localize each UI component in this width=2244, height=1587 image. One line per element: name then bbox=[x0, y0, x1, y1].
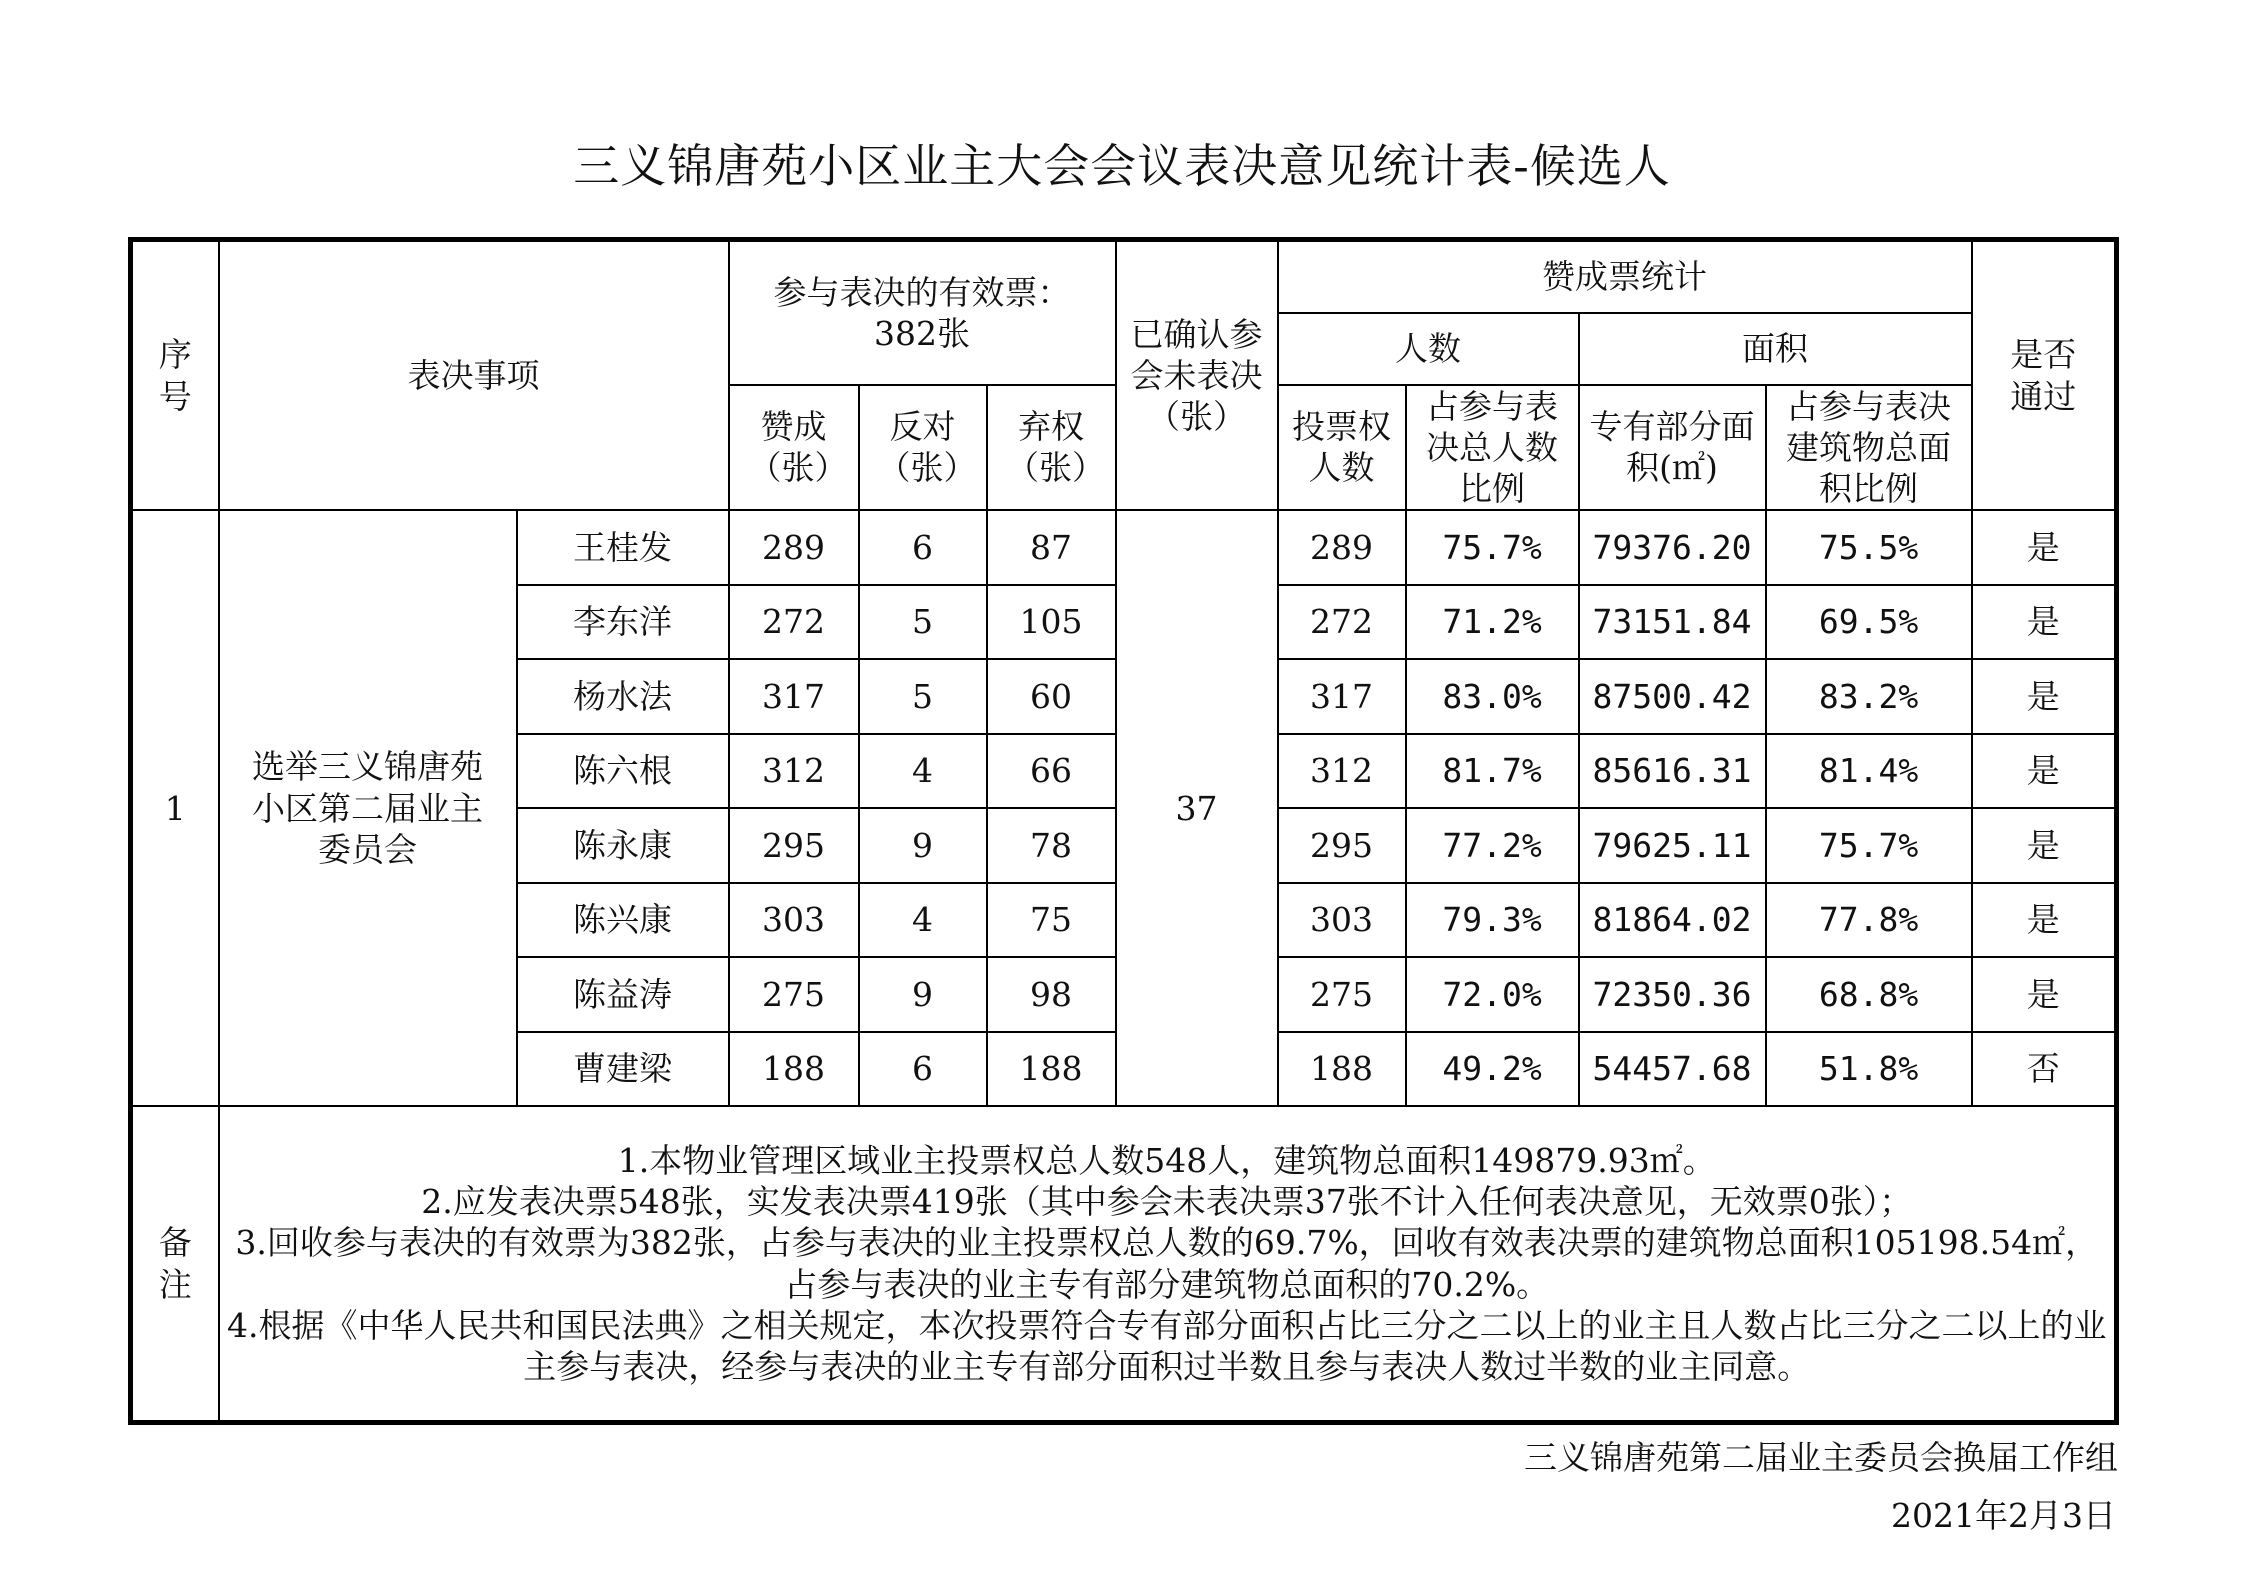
candidate-name: 曹建梁 bbox=[517, 1032, 729, 1107]
header-vote-right-people: 投票权人数 bbox=[1278, 385, 1406, 511]
passed-status: 否 bbox=[1972, 1032, 2117, 1107]
vote-right-people: 289 bbox=[1278, 510, 1406, 585]
area-ratio: 77.8% bbox=[1766, 883, 1972, 958]
approve-count: 295 bbox=[729, 808, 859, 883]
oppose-count: 5 bbox=[859, 585, 987, 660]
people-ratio: 77.2% bbox=[1406, 808, 1579, 883]
header-abstain: 弃权（张） bbox=[987, 385, 1116, 511]
vote-right-people: 272 bbox=[1278, 585, 1406, 660]
oppose-count: 9 bbox=[859, 808, 987, 883]
area-ratio: 75.5% bbox=[1766, 510, 1972, 585]
oppose-count: 4 bbox=[859, 734, 987, 809]
passed-status: 是 bbox=[1972, 883, 2117, 958]
candidate-name: 王桂发 bbox=[517, 510, 729, 585]
header-matter: 表决事项 bbox=[219, 240, 729, 511]
oppose-count: 4 bbox=[859, 883, 987, 958]
item-matter: 选举三义锦唐苑小区第二届业主委员会 bbox=[219, 510, 517, 1106]
people-ratio: 71.2% bbox=[1406, 585, 1579, 660]
approve-count: 317 bbox=[729, 659, 859, 734]
oppose-count: 9 bbox=[859, 957, 987, 1032]
passed-status: 是 bbox=[1972, 957, 2117, 1032]
abstain-count: 87 bbox=[987, 510, 1116, 585]
header-passed: 是否通过 bbox=[1972, 240, 2117, 511]
confirmed-not-voted-count: 37 bbox=[1116, 510, 1278, 1106]
approve-count: 289 bbox=[729, 510, 859, 585]
item-seq: 1 bbox=[131, 510, 219, 1106]
vote-right-people: 295 bbox=[1278, 808, 1406, 883]
candidate-name: 陈六根 bbox=[517, 734, 729, 809]
candidate-name: 陈永康 bbox=[517, 808, 729, 883]
approve-count: 303 bbox=[729, 883, 859, 958]
candidate-name: 陈益涛 bbox=[517, 957, 729, 1032]
passed-status: 是 bbox=[1972, 808, 2117, 883]
footer-date: 2021年2月3日 bbox=[1891, 1496, 2116, 1535]
notes-content bbox=[219, 1106, 2117, 1422]
header-approve-stats: 赞成票统计 bbox=[1278, 240, 1972, 313]
area-ratio: 68.8% bbox=[1766, 957, 1972, 1032]
people-ratio: 75.7% bbox=[1406, 510, 1579, 585]
area-ratio: 81.4% bbox=[1766, 734, 1972, 809]
area-ratio: 51.8% bbox=[1766, 1032, 1972, 1107]
vote-right-people: 275 bbox=[1278, 957, 1406, 1032]
notes-label: 备注 bbox=[131, 1106, 219, 1422]
exclusive-area: 73151.84 bbox=[1579, 585, 1766, 660]
approve-count: 272 bbox=[729, 585, 859, 660]
vote-statistics-table bbox=[128, 237, 2119, 1425]
passed-status: 是 bbox=[1972, 585, 2117, 660]
note-line: 2.应发表决票548张，实发表决票419张（其中参会未表决票37张不计入任何表决意见，无效票0张）； bbox=[421, 1182, 1913, 1221]
exclusive-area: 87500.42 bbox=[1579, 659, 1766, 734]
abstain-count: 75 bbox=[987, 883, 1116, 958]
header-area: 面积 bbox=[1579, 313, 1972, 385]
header-exclusive-area: 专有部分面积(㎡) bbox=[1579, 385, 1766, 511]
table-row bbox=[131, 510, 2117, 585]
exclusive-area: 79376.20 bbox=[1579, 510, 1766, 585]
approve-count: 188 bbox=[729, 1032, 859, 1107]
people-ratio: 83.0% bbox=[1406, 659, 1579, 734]
approve-count: 275 bbox=[729, 957, 859, 1032]
note-line: 1.本物业管理区域业主投票权总人数548人，建筑物总面积149879.93㎡。 bbox=[617, 1140, 1716, 1180]
note-line: 3.回收参与表决的有效票为382张，占参与表决的业主投票权总人数的69.7%，回收有效表决票的建筑物总面积105198.54㎡，占参与表决的业主专有部分建筑物总面积的70.2%。 bbox=[235, 1223, 2099, 1304]
vote-right-people: 312 bbox=[1278, 734, 1406, 809]
oppose-count: 6 bbox=[859, 1032, 987, 1107]
area-ratio: 69.5% bbox=[1766, 585, 1972, 660]
vote-right-people: 188 bbox=[1278, 1032, 1406, 1107]
abstain-count: 105 bbox=[987, 585, 1116, 660]
header-area-ratio: 占参与表决建筑物总面积比例 bbox=[1766, 385, 1972, 511]
oppose-count: 5 bbox=[859, 659, 987, 734]
approve-count: 312 bbox=[729, 734, 859, 809]
candidate-name: 杨水法 bbox=[517, 659, 729, 734]
header-seq: 序号 bbox=[131, 240, 219, 511]
people-ratio: 72.0% bbox=[1406, 957, 1579, 1032]
passed-status: 是 bbox=[1972, 510, 2117, 585]
area-ratio: 83.2% bbox=[1766, 659, 1972, 734]
people-ratio: 79.3% bbox=[1406, 883, 1579, 958]
passed-status: 是 bbox=[1972, 659, 2117, 734]
exclusive-area: 81864.02 bbox=[1579, 883, 1766, 958]
exclusive-area: 79625.11 bbox=[1579, 808, 1766, 883]
abstain-count: 60 bbox=[987, 659, 1116, 734]
area-ratio: 75.7% bbox=[1766, 808, 1972, 883]
vote-right-people: 317 bbox=[1278, 659, 1406, 734]
exclusive-area: 85616.31 bbox=[1579, 734, 1766, 809]
abstain-count: 188 bbox=[987, 1032, 1116, 1107]
people-ratio: 81.7% bbox=[1406, 734, 1579, 809]
footer-organization: 三义锦唐苑第二届业主委员会换届工作组 bbox=[1524, 1438, 2118, 1477]
oppose-count: 6 bbox=[859, 510, 987, 585]
page-title: 三义锦唐苑小区业主大会会议表决意见统计表-候选人 bbox=[573, 139, 1671, 193]
header-oppose: 反对（张） bbox=[859, 385, 987, 511]
header-people-ratio: 占参与表决总人数比例 bbox=[1406, 385, 1579, 511]
header-approve: 赞成（张） bbox=[729, 385, 859, 511]
abstain-count: 98 bbox=[987, 957, 1116, 1032]
exclusive-area: 54457.68 bbox=[1579, 1032, 1766, 1107]
abstain-count: 66 bbox=[987, 734, 1116, 809]
header-people: 人数 bbox=[1278, 313, 1579, 385]
note-line: 4.根据《中华人民共和国民法典》之相关规定，本次投票符合专有部分面积占比三分之二以上的业主且人数占比三分之二以上的业主参与表决，经参与表决的业主专有部分面积过半数且参与表决人数过半数的业主同意。 bbox=[227, 1305, 2107, 1386]
people-ratio: 49.2% bbox=[1406, 1032, 1579, 1107]
exclusive-area: 72350.36 bbox=[1579, 957, 1766, 1032]
candidate-name: 李东洋 bbox=[517, 585, 729, 660]
candidate-name: 陈兴康 bbox=[517, 883, 729, 958]
passed-status: 是 bbox=[1972, 734, 2117, 809]
header-confirmed-not-voted: 已确认参会未表决（张） bbox=[1116, 240, 1278, 511]
vote-right-people: 303 bbox=[1278, 883, 1406, 958]
header-valid-votes: 参与表决的有效票：382张 bbox=[729, 240, 1116, 385]
abstain-count: 78 bbox=[987, 808, 1116, 883]
